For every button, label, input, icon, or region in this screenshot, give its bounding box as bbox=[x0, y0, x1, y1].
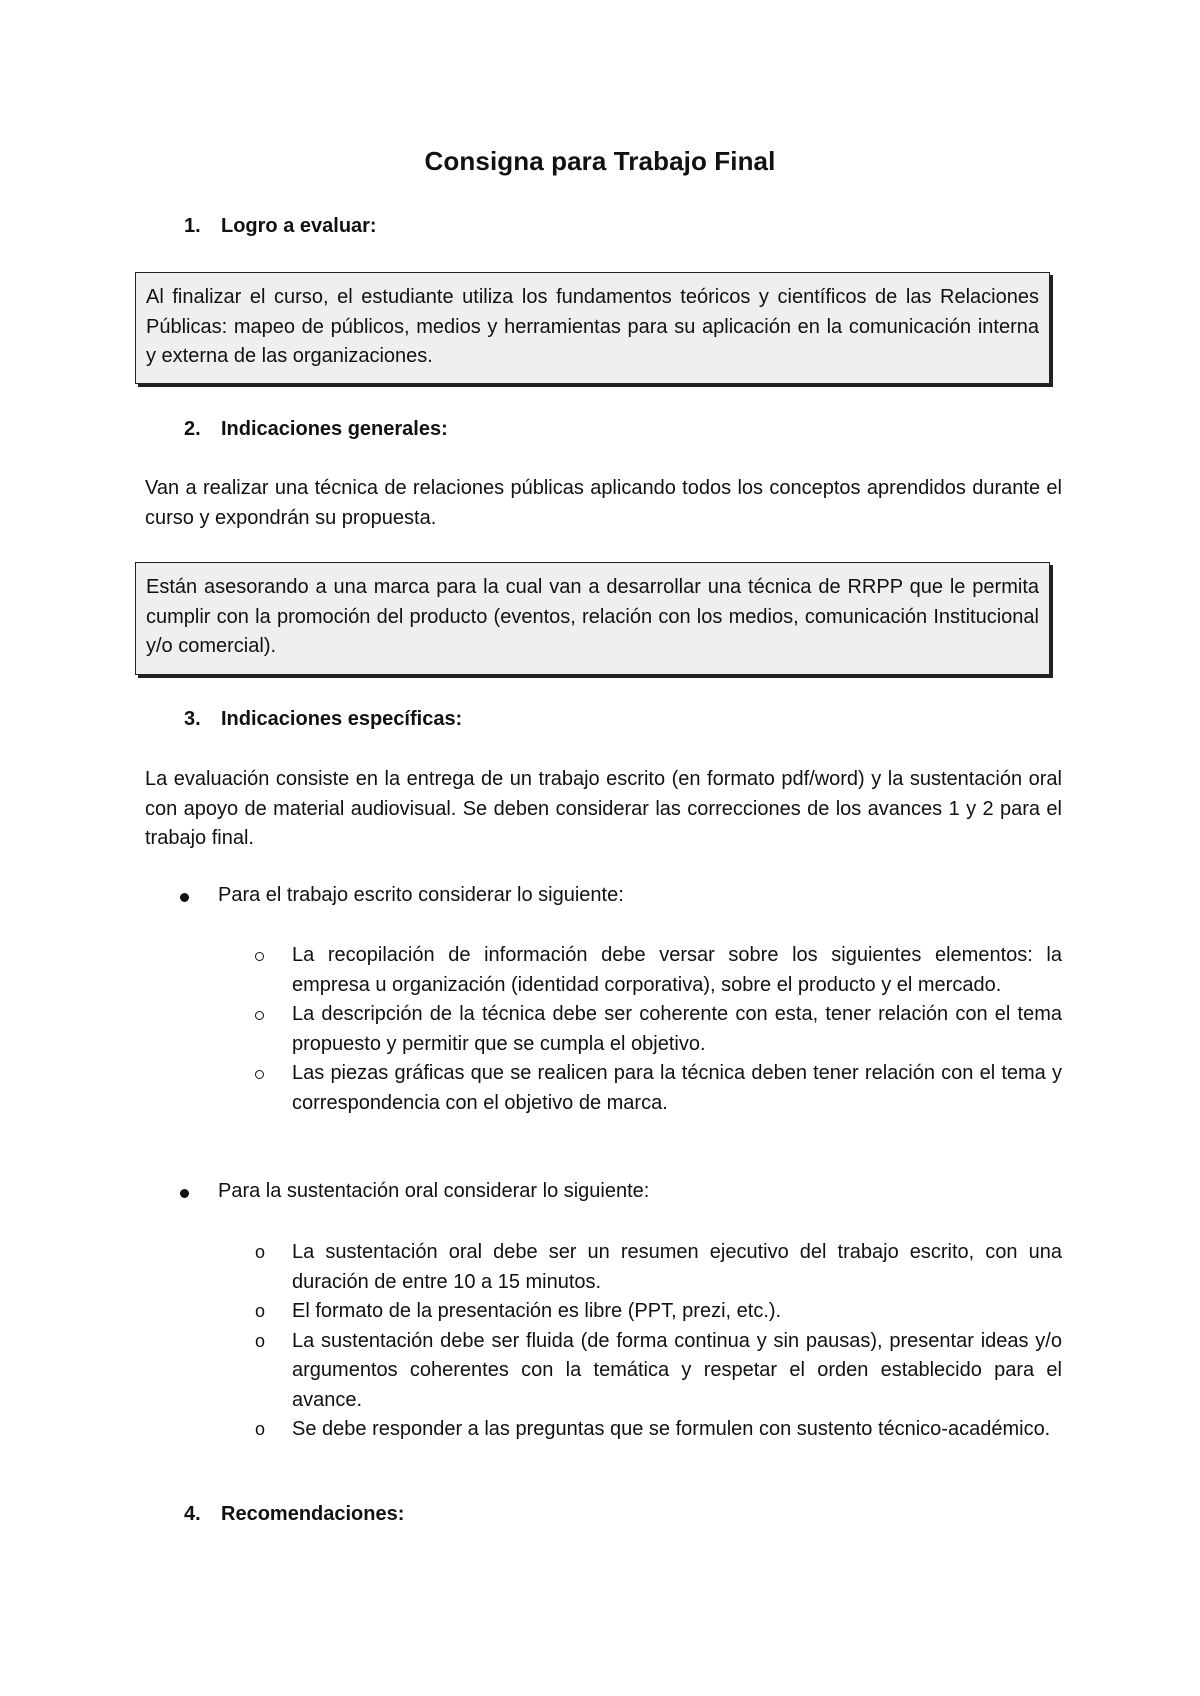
especificas-text: La evaluación consiste en la entrega de un trabajo escrito (en formato pdf/word) y la sustentación oral con apoyo de material audiovisual. Se deben considerar las correcciones de los avances 1 y 2 para el trabajo final. bbox=[145, 768, 1062, 849]
logro-box bbox=[135, 272, 1050, 384]
section-heading-logro bbox=[184, 215, 377, 238]
section-number: 1. bbox=[184, 215, 201, 237]
list-item-text: Las piezas gráficas que se realicen para la técnica deben tener relación con el tema y correspondencia con el objetivo de marca. bbox=[292, 1062, 1062, 1114]
list-item-text: Se debe responder a las preguntas que se formulen con sustento técnico-académico. bbox=[292, 1418, 1051, 1440]
list-item bbox=[255, 941, 1062, 1000]
logro-text: Al finalizar el curso, el estudiante utiliza los fundamentos teóricos y científicos de las Relaciones Públicas: mapeo de públicos, medios y herramientas para su aplicación en la comunicación interna y externa de las organizaciones. bbox=[146, 286, 1039, 367]
section-title: Indicaciones específicas: bbox=[221, 708, 463, 730]
bullet-dot-icon bbox=[180, 1189, 189, 1198]
section-title: Recomendaciones: bbox=[221, 1503, 405, 1525]
section-title: Logro a evaluar: bbox=[221, 215, 377, 237]
document-title: Consigna para Trabajo Final bbox=[424, 146, 776, 176]
o-bullet-icon: o bbox=[255, 1330, 266, 1351]
circle-bullet-icon bbox=[255, 952, 264, 961]
section-number: 2. bbox=[184, 418, 201, 440]
list-item-text: El formato de la presentación es libre (PPT, prezi, etc.). bbox=[292, 1300, 782, 1322]
escrito-sublist bbox=[255, 941, 1062, 1118]
list-item-text: La sustentación oral debe ser un resumen ejecutivo del trabajo escrito, con una duración de entre 10 a 15 minutos. bbox=[292, 1241, 1062, 1293]
o-bullet-icon: o bbox=[255, 1301, 266, 1321]
bullet-dot-icon bbox=[180, 893, 189, 902]
list-item bbox=[255, 1059, 1062, 1118]
bullet-label: Para el trabajo escrito considerar lo siguiente: bbox=[218, 884, 624, 906]
section-number: 3. bbox=[184, 708, 201, 730]
list-item-text: La sustentación debe ser fluida (de forma continua y sin pausas), presentar ideas y/o argumentos coherentes con la temática y respetar el orden establecido para el avance. bbox=[292, 1329, 1062, 1411]
oral-sublist bbox=[255, 1238, 1062, 1445]
list-item bbox=[255, 1415, 1062, 1445]
section-number: 4. bbox=[184, 1503, 201, 1525]
o-bullet-icon: o bbox=[255, 1242, 266, 1262]
list-item bbox=[255, 1297, 1062, 1327]
list-item bbox=[255, 1000, 1062, 1059]
circle-bullet-icon bbox=[255, 1011, 264, 1020]
list-item-text: La recopilación de información debe versar sobre los siguientes elementos: la empresa u organización (identidad corporativa), sobre el producto y el mercado. bbox=[292, 944, 1062, 996]
generales-box bbox=[135, 562, 1050, 675]
list-item bbox=[255, 1238, 1062, 1297]
section-heading-generales bbox=[184, 418, 448, 441]
circle-bullet-icon bbox=[255, 1070, 264, 1079]
section-heading-especificas bbox=[184, 708, 462, 731]
generales-text: Van a realizar una técnica de relaciones públicas aplicando todos los conceptos aprendidos durante el curso y expondrán su propuesta. bbox=[145, 477, 1062, 529]
section-title: Indicaciones generales: bbox=[221, 418, 448, 440]
list-item bbox=[255, 1327, 1062, 1416]
list-item-text: La descripción de la técnica debe ser coherente con esta, tener relación con el tema propuesto y permitir que se cumpla el objetivo. bbox=[292, 1003, 1062, 1055]
section-heading-recomendaciones bbox=[184, 1503, 404, 1526]
generales-box-text: Están asesorando a una marca para la cual van a desarrollar una técnica de RRPP que le permita cumplir con la promoción del producto (eventos, relación con los medios, comunicación Institucional y/o comercial). bbox=[146, 576, 1039, 657]
o-bullet-icon: o bbox=[255, 1419, 266, 1439]
bullet-label: Para la sustentación oral considerar lo siguiente: bbox=[218, 1180, 650, 1202]
